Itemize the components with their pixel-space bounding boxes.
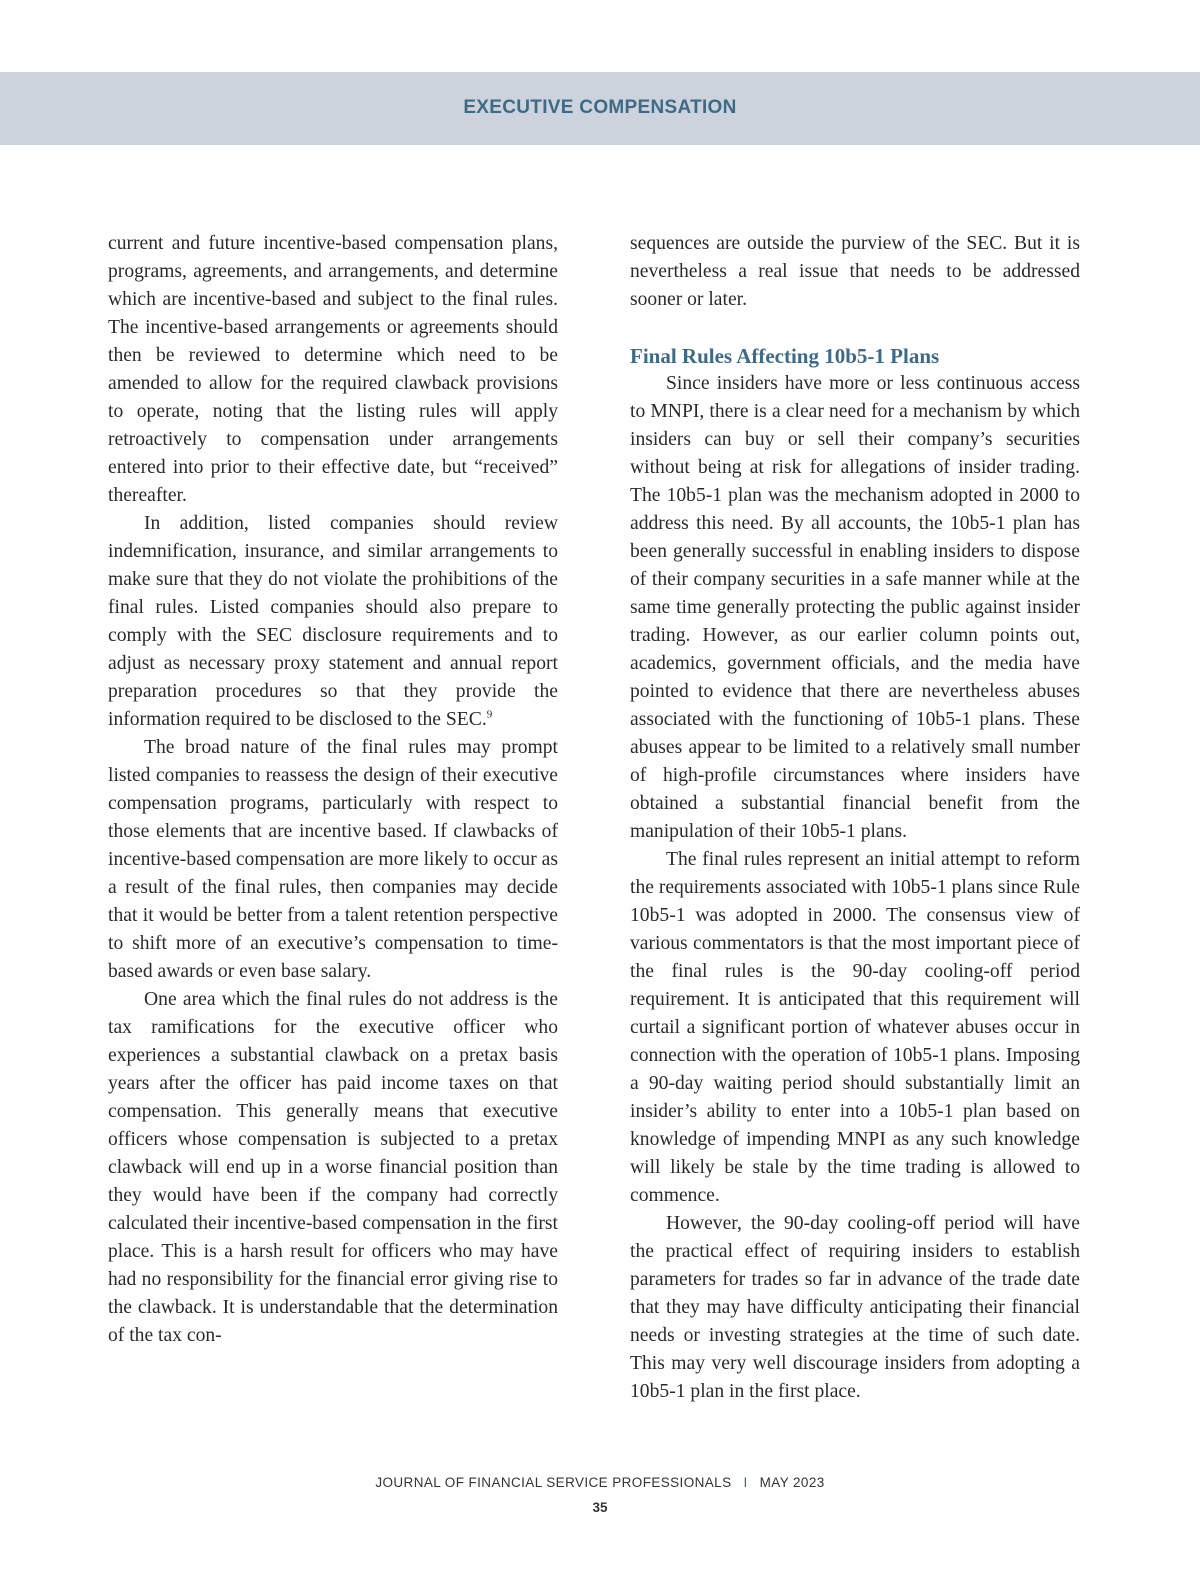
footer-separator: I bbox=[743, 1475, 748, 1490]
left-paragraph-2 bbox=[108, 510, 558, 734]
issue-date: MAY 2023 bbox=[759, 1475, 825, 1490]
right-paragraph-1: sequences are outside the purview of the SEC. But it is nevertheless a real issue that needs to be addressed sooner or later. bbox=[630, 233, 1080, 310]
subheading: Final Rules Affecting 10b5-1 Plans bbox=[630, 344, 940, 368]
page-number: 35 bbox=[592, 1500, 608, 1515]
right-paragraph-3: The final rules represent an initial attempt to reform the requirements associated with 10b5-1 plans since Rule 10b5-1 was adopted in 2000. The consensus view of various commentators is that the most important piece of the final rules is the 90-day cooling-off period requirement. It is anticipated that this requirement will curtail a significant portion of whatever abuses occur in connection with the operation of 10b5-1 plans. Imposing a 90-day waiting period should substantially limit an insider’s ability to enter into a 10b5-1 plan based on knowledge of impending MNPI as any such knowledge will likely be stale by the time trading is allowed to commence. bbox=[630, 849, 1080, 1206]
right-paragraph-4: However, the 90-day cooling-off period will have the practical effect of requiring insiders to establish parameters for trades so far in advance of the trade date that they may have difficulty anticipating their financial needs or investing strategies at the time of such date. This may very well discourage insiders from adopting a 10b5-1 plan in the first place. bbox=[630, 1213, 1080, 1402]
left-paragraph-2-text: In addition, listed companies should review indemnification, insurance, and similar arrangements to make sure that they do not violate the prohibitions of the final rules. Listed companies should also prepare to comply with the SEC disclosure requirements and to adjust as necessary proxy statement and annual report preparation procedures so that they provide the information required to be disclosed to the SEC. bbox=[108, 513, 558, 730]
left-paragraph-3: The broad nature of the final rules may prompt listed companies to reassess the design of their executive compensation programs, particularly with respect to those elements that are incentive based. If clawbacks of incentive-based compensation are more likely to occur as a result of the final rules, then companies may decide that it would be better from a talent retention perspective to shift more of an executive’s compensation to time-based awards or even base salary. bbox=[108, 737, 558, 982]
left-paragraph-4: One area which the final rules do not address is the tax ramifications for the executive officer who experiences a substantial clawback on a pretax basis years after the officer has paid income taxes on that compensation. This generally means that executive officers whose compensation is subjected to a pretax clawback will end up in a worse financial position than they would have been if the company had correctly calculated their incentive-based compensation in the first place. This is a harsh result for officers who may have had no responsibility for the financial error giving rise to the clawback. It is understandable that the determination of the tax con- bbox=[108, 989, 558, 1346]
left-column bbox=[108, 230, 558, 1350]
paragraph-gap bbox=[630, 314, 1080, 342]
left-paragraph-1: current and future incentive-based compensation plans, programs, agreements, and arrangements, and determine which are incentive-based and subject to the final rules. The incentive-based arrangements or agreements should then be reviewed to determine which need to be amended to allow for the required clawback provisions to operate, noting that the listing rules will apply retroactively to compensation under arrangements entered into prior to their effective date, but “received” thereafter. bbox=[108, 233, 558, 506]
journal-name: JOURNAL OF FINANCIAL SERVICE PROFESSIONALS bbox=[375, 1475, 732, 1490]
footnote-marker: 9 bbox=[486, 708, 493, 721]
section-title: EXECUTIVE COMPENSATION bbox=[463, 97, 737, 118]
right-column bbox=[630, 230, 1080, 1406]
footer bbox=[0, 1475, 1200, 1490]
right-paragraph-2: Since insiders have more or less continuous access to MNPI, there is a clear need for a mechanism by which insiders can buy or sell their company’s securities without being at risk for allegations of insider trading. The 10b5-1 plan was the mechanism adopted in 2000 to address this need. By all accounts, the 10b5-1 plan has been generally successful in enabling insiders to dispose of their company securities in a safe manner while at the same time generally protecting the public against insider trading. However, as our earlier column points out, academics, government officials, and the media have pointed to evidence that there are nevertheless abuses associated with the functioning of 10b5-1 plans. These abuses appear to be limited to a relatively small number of high-profile circumstances where insiders have obtained a substantial financial benefit from the manipulation of their 10b5-1 plans. bbox=[630, 373, 1080, 842]
